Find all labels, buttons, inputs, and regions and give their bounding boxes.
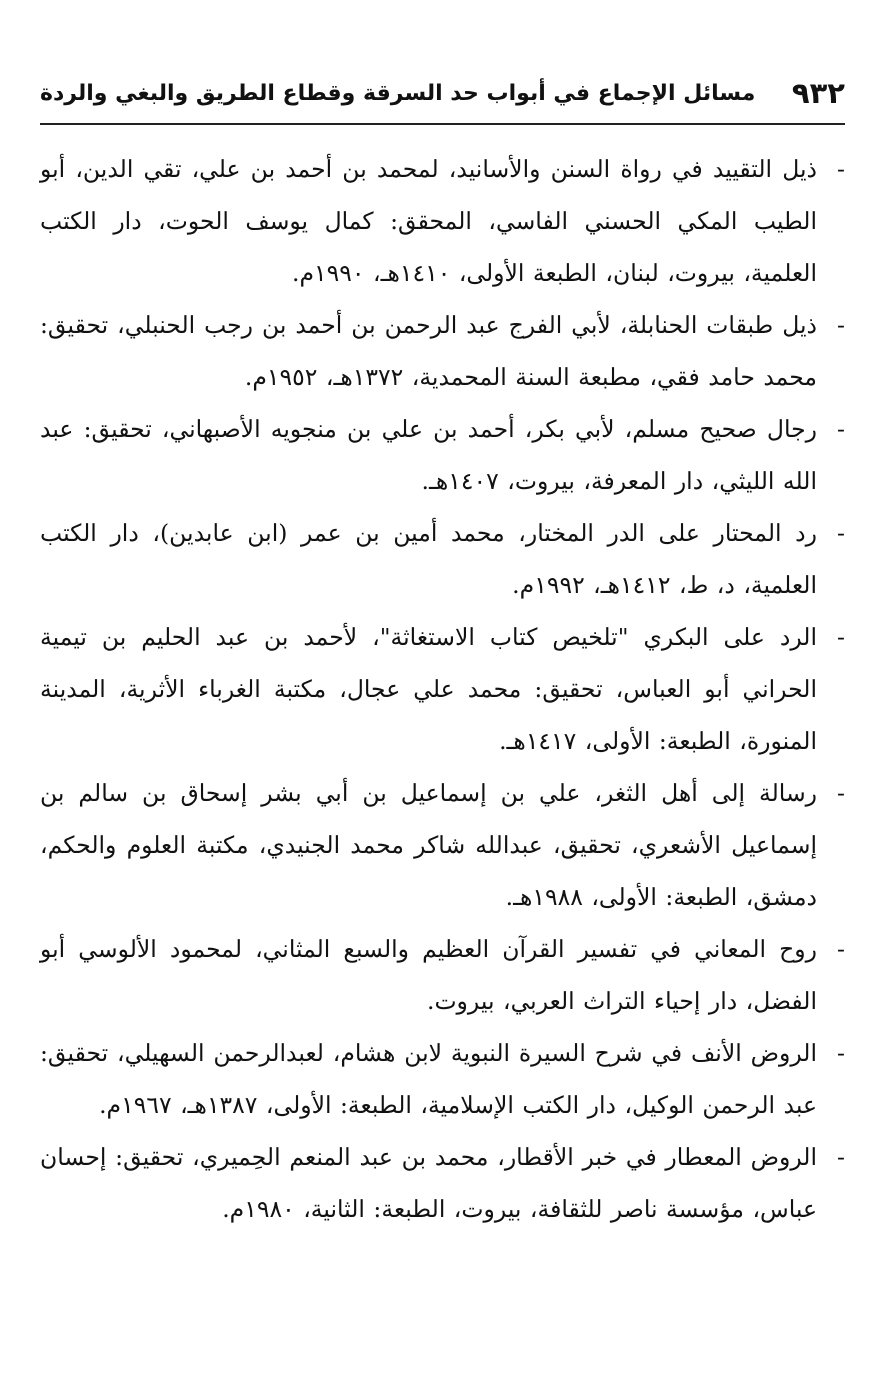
entry-text: الروض المعطار في خبر الأقطار، محمد بن عبد المنعم الحِميري، تحقيق: إحسان عباس، مؤسسة ناصر للثقافة، بيروت، الطبعة: الثانية، ١٩٨٠م. (40, 1143, 817, 1223)
bibliography-list (40, 143, 845, 1235)
entry-text: الروض الأنف في شرح السيرة النبوية لابن هشام، لعبدالرحمن السهيلي، تحقيق: عبد الرحمن الوكيل، دار الكتب الإسلامية، الطبعة: الأولى، ١٣٨٧هـ، ١٩٦٧م. (40, 1039, 817, 1119)
entry-text: ذيل طبقات الحنابلة، لأبي الفرج عبد الرحمن بن أحمد بن رجب الحنبلي، تحقيق: محمد حامد فقي، مطبعة السنة المحمدية، ١٣٧٢هـ، ١٩٥٢م. (40, 311, 817, 391)
bibliography-entry (40, 143, 845, 299)
entry-dash: - (837, 935, 845, 963)
entry-text: روح المعاني في تفسير القرآن العظيم والسبع المثاني، لمحمود الألوسي أبو الفضل، دار إحياء التراث العربي، بيروت. (40, 935, 817, 1015)
entry-dash: - (837, 311, 845, 339)
header-rule (40, 123, 845, 125)
bibliography-entry (40, 1027, 845, 1131)
entry-dash: - (837, 1143, 845, 1171)
bibliography-entry (40, 507, 845, 611)
bibliography-entry (40, 403, 845, 507)
entry-dash: - (837, 779, 845, 807)
entry-dash: - (837, 623, 845, 651)
bibliography-entry (40, 299, 845, 403)
running-header (40, 70, 845, 116)
entry-dash: - (837, 415, 845, 443)
bibliography-entry (40, 611, 845, 767)
entry-dash: - (837, 519, 845, 547)
entry-dash: - (837, 155, 845, 183)
entry-text: رد المحتار على الدر المختار، محمد أمين بن عمر (ابن عابدين)، دار الكتب العلمية، د، ط، ١٤١٢هـ، ١٩٩٢م. (40, 519, 817, 599)
bibliography-entry (40, 1131, 845, 1235)
bibliography-entry (40, 767, 845, 923)
page-number: ٩٣٢ (791, 76, 845, 110)
entry-text: رسالة إلى أهل الثغر، علي بن إسماعيل بن أبي بشر إسحاق بن سالم بن إسماعيل الأشعري، تحقيق، عبدالله شاكر محمد الجنيدي، مكتبة العلوم والحكم، دمشق، الطبعة: الأولى، ١٩٨٨هـ. (40, 779, 817, 911)
entry-text: الرد على البكري "تلخيص كتاب الاستغاثة"، لأحمد بن عبد الحليم بن تيمية الحراني أبو العباس، تحقيق: محمد علي عجال، مكتبة الغرباء الأثرية، المدينة المنورة، الطبعة: الأولى، ١٤١٧هـ. (40, 623, 817, 755)
entry-text: ذيل التقييد في رواة السنن والأسانيد، لمحمد بن أحمد بن علي، تقي الدين، أبو الطيب المكي الحسني الفاسي، المحقق: كمال يوسف الحوت، دار الكتب العلمية، بيروت، لبنان، الطبعة الأولى، ١٤١٠هـ، ١٩٩٠م. (40, 155, 817, 287)
entry-dash: - (837, 1039, 845, 1067)
entry-text: رجال صحيح مسلم، لأبي بكر، أحمد بن علي بن منجويه الأصبهاني، تحقيق: عبد الله الليثي، دار المعرفة، بيروت، ١٤٠٧هـ. (40, 415, 817, 495)
bibliography-entry (40, 923, 845, 1027)
running-title: مسائل الإجماع في أبواب حد السرقة وقطاع الطريق والبغي والردة (40, 80, 756, 106)
